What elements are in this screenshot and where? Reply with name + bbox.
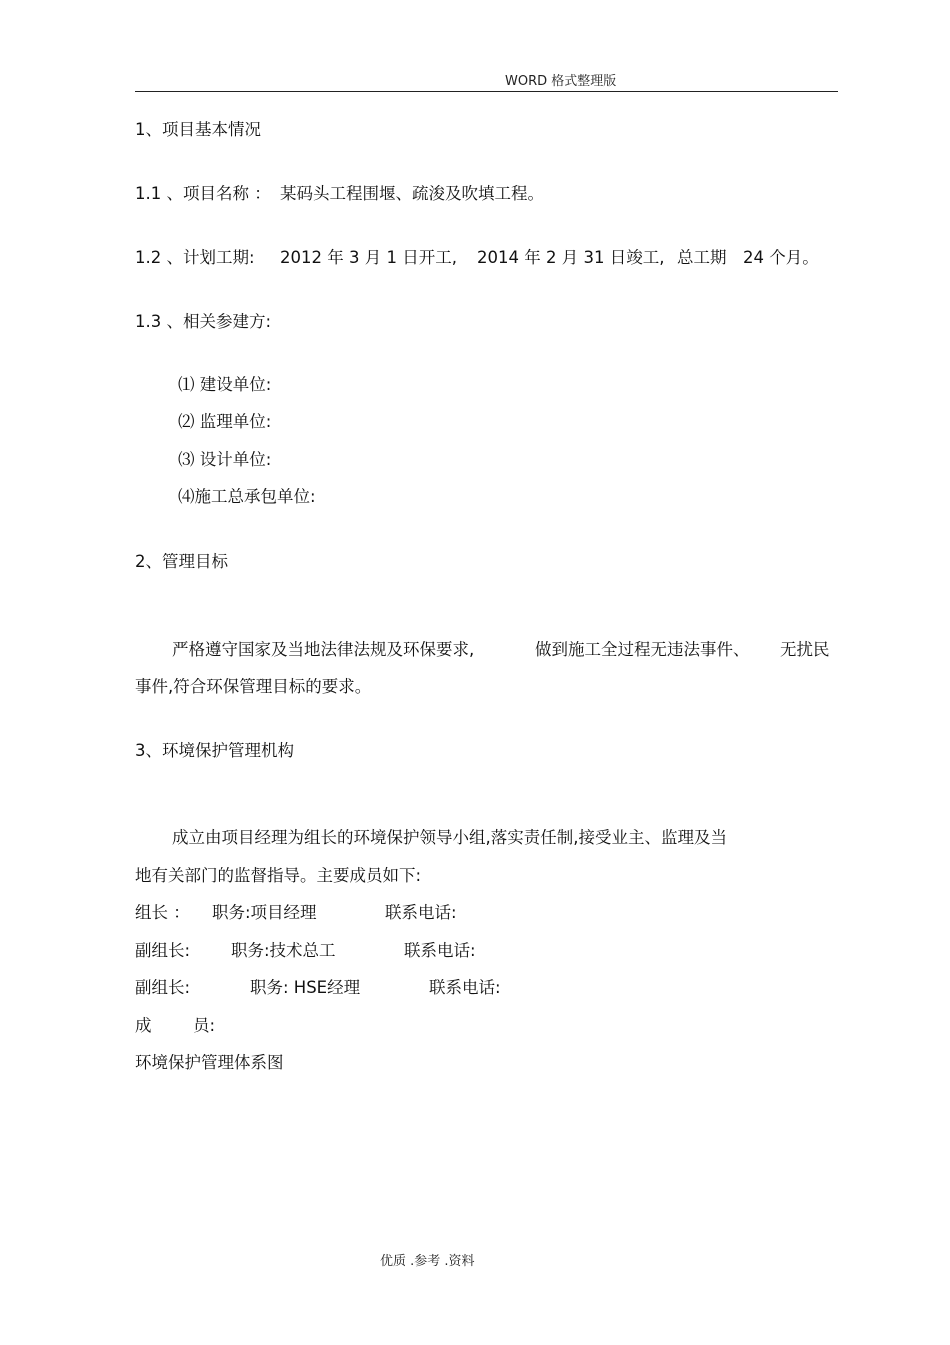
page-footer: 优质 .参考 .资料 <box>380 1254 475 1269</box>
parties-label: 1.3 、相关参建方: <box>135 312 272 331</box>
org-para-line2: 地有关部门的监督指导。主要成员如下: <box>135 866 422 885</box>
member-deputy2-role: 副组长: <box>135 978 191 997</box>
schedule-start: 2012 年 3 月 1 日开工, <box>280 248 457 267</box>
member-deputy1-duty: 职务:技术总工 <box>231 941 336 960</box>
member-leader-role: 组长 ： <box>135 903 190 922</box>
member-deputy2-duty: 职务: HSE经理 <box>250 978 361 997</box>
member-deputy1-role: 副组长: <box>135 941 191 960</box>
member-leader-duty: 职务:项目经理 <box>212 903 317 922</box>
schedule-end: 2014 年 2 月 31 日竣工, <box>477 248 665 267</box>
section-1-heading: 1、项目基本情况 <box>135 120 261 139</box>
schedule-total-label: 总工期 <box>677 248 727 267</box>
page-header: WORD 格式整理版 <box>505 74 617 89</box>
goal-line2: 事件,符合环保管理目标的要求。 <box>135 677 372 696</box>
project-name-label: 1.1 、项目名称 ： <box>135 184 271 203</box>
schedule-label: 1.2 、计划工期: <box>135 248 255 267</box>
party-contractor: ⑷施工总承包单位: <box>178 487 316 506</box>
party-construction: ⑴ 建设单位: <box>178 375 272 394</box>
member-deputy1-phone: 联系电话: <box>404 941 476 960</box>
section-3-heading: 3、环境保护管理机构 <box>135 741 294 760</box>
goal-line1-c: 无扰民 <box>780 640 830 659</box>
member-deputy2-phone: 联系电话: <box>429 978 501 997</box>
party-supervision: ⑵ 监理单位: <box>178 412 272 431</box>
section-2-heading: 2、管理目标 <box>135 552 228 571</box>
org-para-line1: 成立由项目经理为组长的环境保护领导小组,落实责任制,接受业主、监理及当 <box>172 828 727 847</box>
members-label-b: 员: <box>193 1016 216 1035</box>
goal-line1-b: 做到施工全过程无违法事件、 <box>535 640 750 659</box>
member-leader-phone: 联系电话: <box>385 903 457 922</box>
members-label-a: 成 <box>135 1016 152 1035</box>
project-name-value: 某码头工程围堰、疏浚及吹填工程。 <box>280 184 544 203</box>
diagram-title: 环境保护管理体系图 <box>135 1053 284 1072</box>
schedule-total-value: 24 个月。 <box>743 248 819 267</box>
party-design: ⑶ 设计单位: <box>178 450 272 469</box>
header-rule <box>135 91 838 92</box>
goal-line1-a: 严格遵守国家及当地法律法规及环保要求, <box>172 640 475 659</box>
